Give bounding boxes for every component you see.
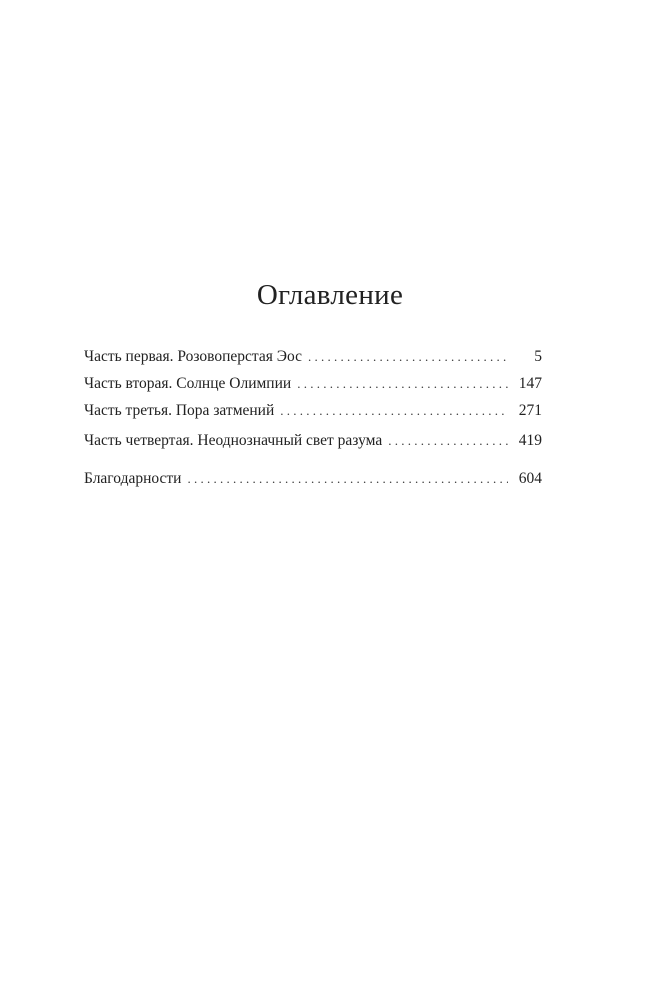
toc-leader-dots (388, 429, 508, 453)
toc-entry-label: Часть четвертая. Неоднозначный свет разума (84, 432, 383, 449)
toc-leader-dots (280, 399, 508, 423)
toc-entry-acknowledgements[interactable] (84, 467, 542, 491)
toc-entry-page: 271 (518, 402, 542, 419)
toc-leader-dots (187, 467, 508, 491)
table-of-contents (84, 345, 542, 491)
toc-leader-dots (308, 345, 508, 369)
toc-entry-page: 5 (534, 348, 542, 365)
toc-entry-label: Часть первая. Розовоперстая Эос (84, 348, 302, 365)
toc-leader-dots (297, 372, 508, 396)
toc-entry-part-4[interactable] (84, 429, 542, 453)
toc-entry-page: 604 (518, 470, 542, 487)
toc-entry-label: Часть третья. Пора затмений (84, 402, 275, 419)
toc-heading: Оглавление (256, 279, 404, 311)
toc-entry-part-1[interactable] (84, 345, 542, 369)
toc-entry-label: Часть вторая. Солнце Олимпии (84, 375, 292, 392)
toc-entry-part-2[interactable] (84, 372, 542, 396)
toc-entry-page: 147 (518, 375, 542, 392)
toc-entry-part-3[interactable] (84, 399, 542, 423)
toc-entry-page: 419 (518, 432, 542, 449)
toc-entry-label: Благодарности (84, 470, 182, 487)
